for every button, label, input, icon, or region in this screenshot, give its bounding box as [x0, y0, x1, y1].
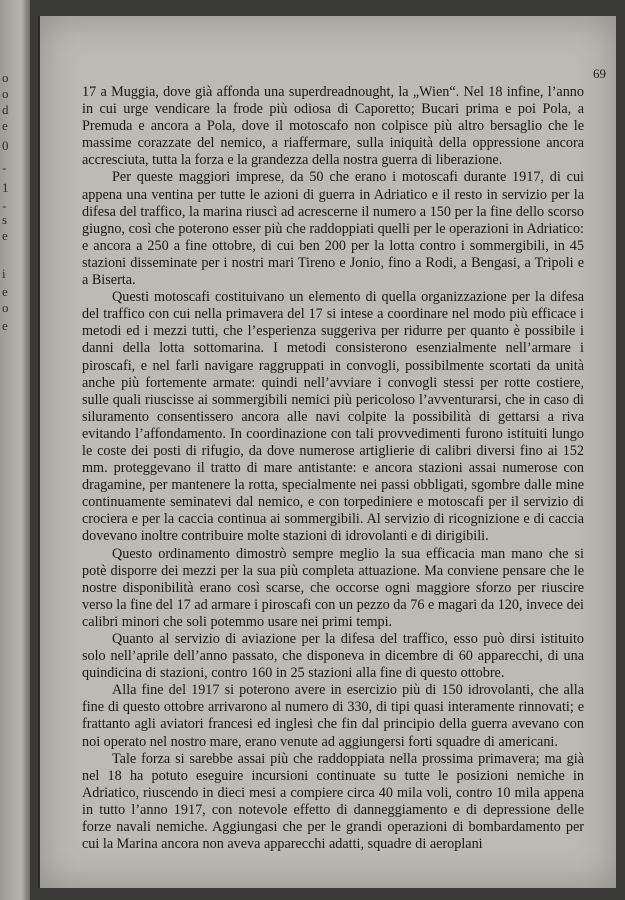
paragraph: Per queste maggiori imprese, da 50 che erano i motoscafi durante 1917, di cui appena una ventina per tutte le azioni di guerra in Adriatico e il resto in servizio per la difesa del traffico, la marina riuscì ad acrescerne il numero a 150 per la fine dello scorso giugno, così che poterono esser più che raddoppiati quelli per le operazioni in Adriatico: e ancora a 250 a fine ottobre, di cui ben 200 per la lotta contro i sommergibili, in 45 stazioni disseminate per i nostri mari Tireno e Jonio, fino a Rodi, a Bengasi, a Tripoli e a Biserta. — [82, 169, 584, 289]
edge-char: s — [2, 212, 8, 227]
page-number: 69 — [593, 66, 606, 81]
edge-char: - — [2, 160, 7, 175]
edge-char: 1 — [2, 180, 9, 195]
paragraph: Questi motoscafi costituivano un elemento di quella organizzazione per la difesa del traffico con cui nella primavera del 17 si intese a coordinare nel modo più efficace i metodi ed i mezzi tutti, che l’esperienza suggeriva per ridurre per quanto è possibile i danni della lotta sottomarina. I metodi consisterono esenzialmente nell’armare i piroscafi, e nel farli navigare raggruppati in convogli, possibilmente scortati da unità anche più fortemente armate: quindi nell’avviare i convogli stessi per rotte costiere, sulle quali riuscisse ai sommergibili nemici più pericoloso l’avventurarsi, che in caso di siluramento consentissero ancora alle navi colpite la possibilità di gettarsi a riva evitando l’affondamento. In coordinazione con tali provvedimenti furono istituiti lungo le coste dei posti di rifugio, da dove numerose artiglierie di calibri diversi fino ai 152 mm. proteggevano il tratto di mare antistante: e ancora stazioni assai numerose con dragamine, per mantenere la rotta, specialmente nei passi obbligati, sgombre dalle mine continuamente seminatevi dal nemico, e con torpediniere e motoscafi per il servizio di crociera e per la caccia continua ai sommergibili. Al servizio di ricognizione e di caccia dovevano inoltre contribuire molte stazioni di idrovolanti e di dirigibili. — [82, 289, 584, 545]
body-text — [82, 84, 584, 853]
edge-char: - — [2, 198, 7, 213]
edge-char: i — [2, 266, 6, 281]
paragraph: 17 a Muggia, dove già affonda una superdreadnought, la „Wien“. Nel 18 infine, l’anno in cui urge vendicare la frode più odiosa di Caporetto; Bucari prima e poi Pola, a Premuda e ancora a Pola, dove il motoscafo non colpisce più altro bersaglio che le massime corazzate del nemico, a riaffermare, sulla iniquità della oppressione ancora accresciuta, tutta la forza e la grandezza della nostra guerra di liberazione. — [82, 84, 584, 169]
edge-char: 0 — [2, 138, 9, 153]
paragraph: Quanto al servizio di aviazione per la difesa del traffico, esso può dirsi istituito solo nell’aprile dell’anno passato, che disponeva in dicembre di 60 apparecchi, di una quindicina di stazioni, contro 160 in 25 stazioni alla fine di questo ottobre. — [82, 631, 584, 682]
paragraph: Tale forza si sarebbe assai più che raddoppiata nella prossima primavera; ma già nel 18 ha potuto eseguire incursioni continuate su tutte le posizioni nemiche in Adriatico, riuscendo in dieci mesi a compiere circa 40 mila voli, contro 10 mila appena in tutto l’anno 1917, con notevole effetto di danneggiamento e di depressione delle forze navali nemiche. Aggiungasi che per le grandi operazioni di bombardamento per cui la Marina ancora non aveva apparecchi adatti, squadre di aeroplani — [82, 750, 584, 853]
paragraph: Questo ordinamento dimostrò sempre meglio la sua efficacia man mano che si potè disporre dei mezzi per la sua più completa attuazione. Ma conviene pensare che le nostre disponibilità erano così scarse, che occorse ogni maggiore sforzo per riuscire verso la fine del 17 ad armare i piroscafi con un pezzo da 76 e magari da 120, invece dei calibri minori che soli potemmo usare nei primi tempi. — [82, 545, 584, 630]
edge-char: o — [2, 300, 9, 315]
edge-char: d — [2, 102, 9, 117]
previous-page-text-fragments — [0, 0, 30, 900]
edge-char: o — [2, 70, 9, 85]
edge-char: e — [2, 228, 8, 243]
edge-char: o — [2, 86, 9, 101]
edge-char: e — [2, 284, 8, 299]
edge-char: e — [2, 118, 8, 133]
paragraph: Alla fine del 1917 si poterono avere in esercizio più di 150 idrovolanti, che alla fine di questo ottobre arrivarono al numero di 330, di tipi quasi interamente rinnovati; e frattanto agli aviatori francesi ed inglesi che fin dal principio della guerra avevano con noi operato nel nostro mare, erano venute ad aggiungersi forti squadre di americani. — [82, 682, 584, 750]
edge-char: e — [2, 318, 8, 333]
book-page — [38, 16, 616, 888]
